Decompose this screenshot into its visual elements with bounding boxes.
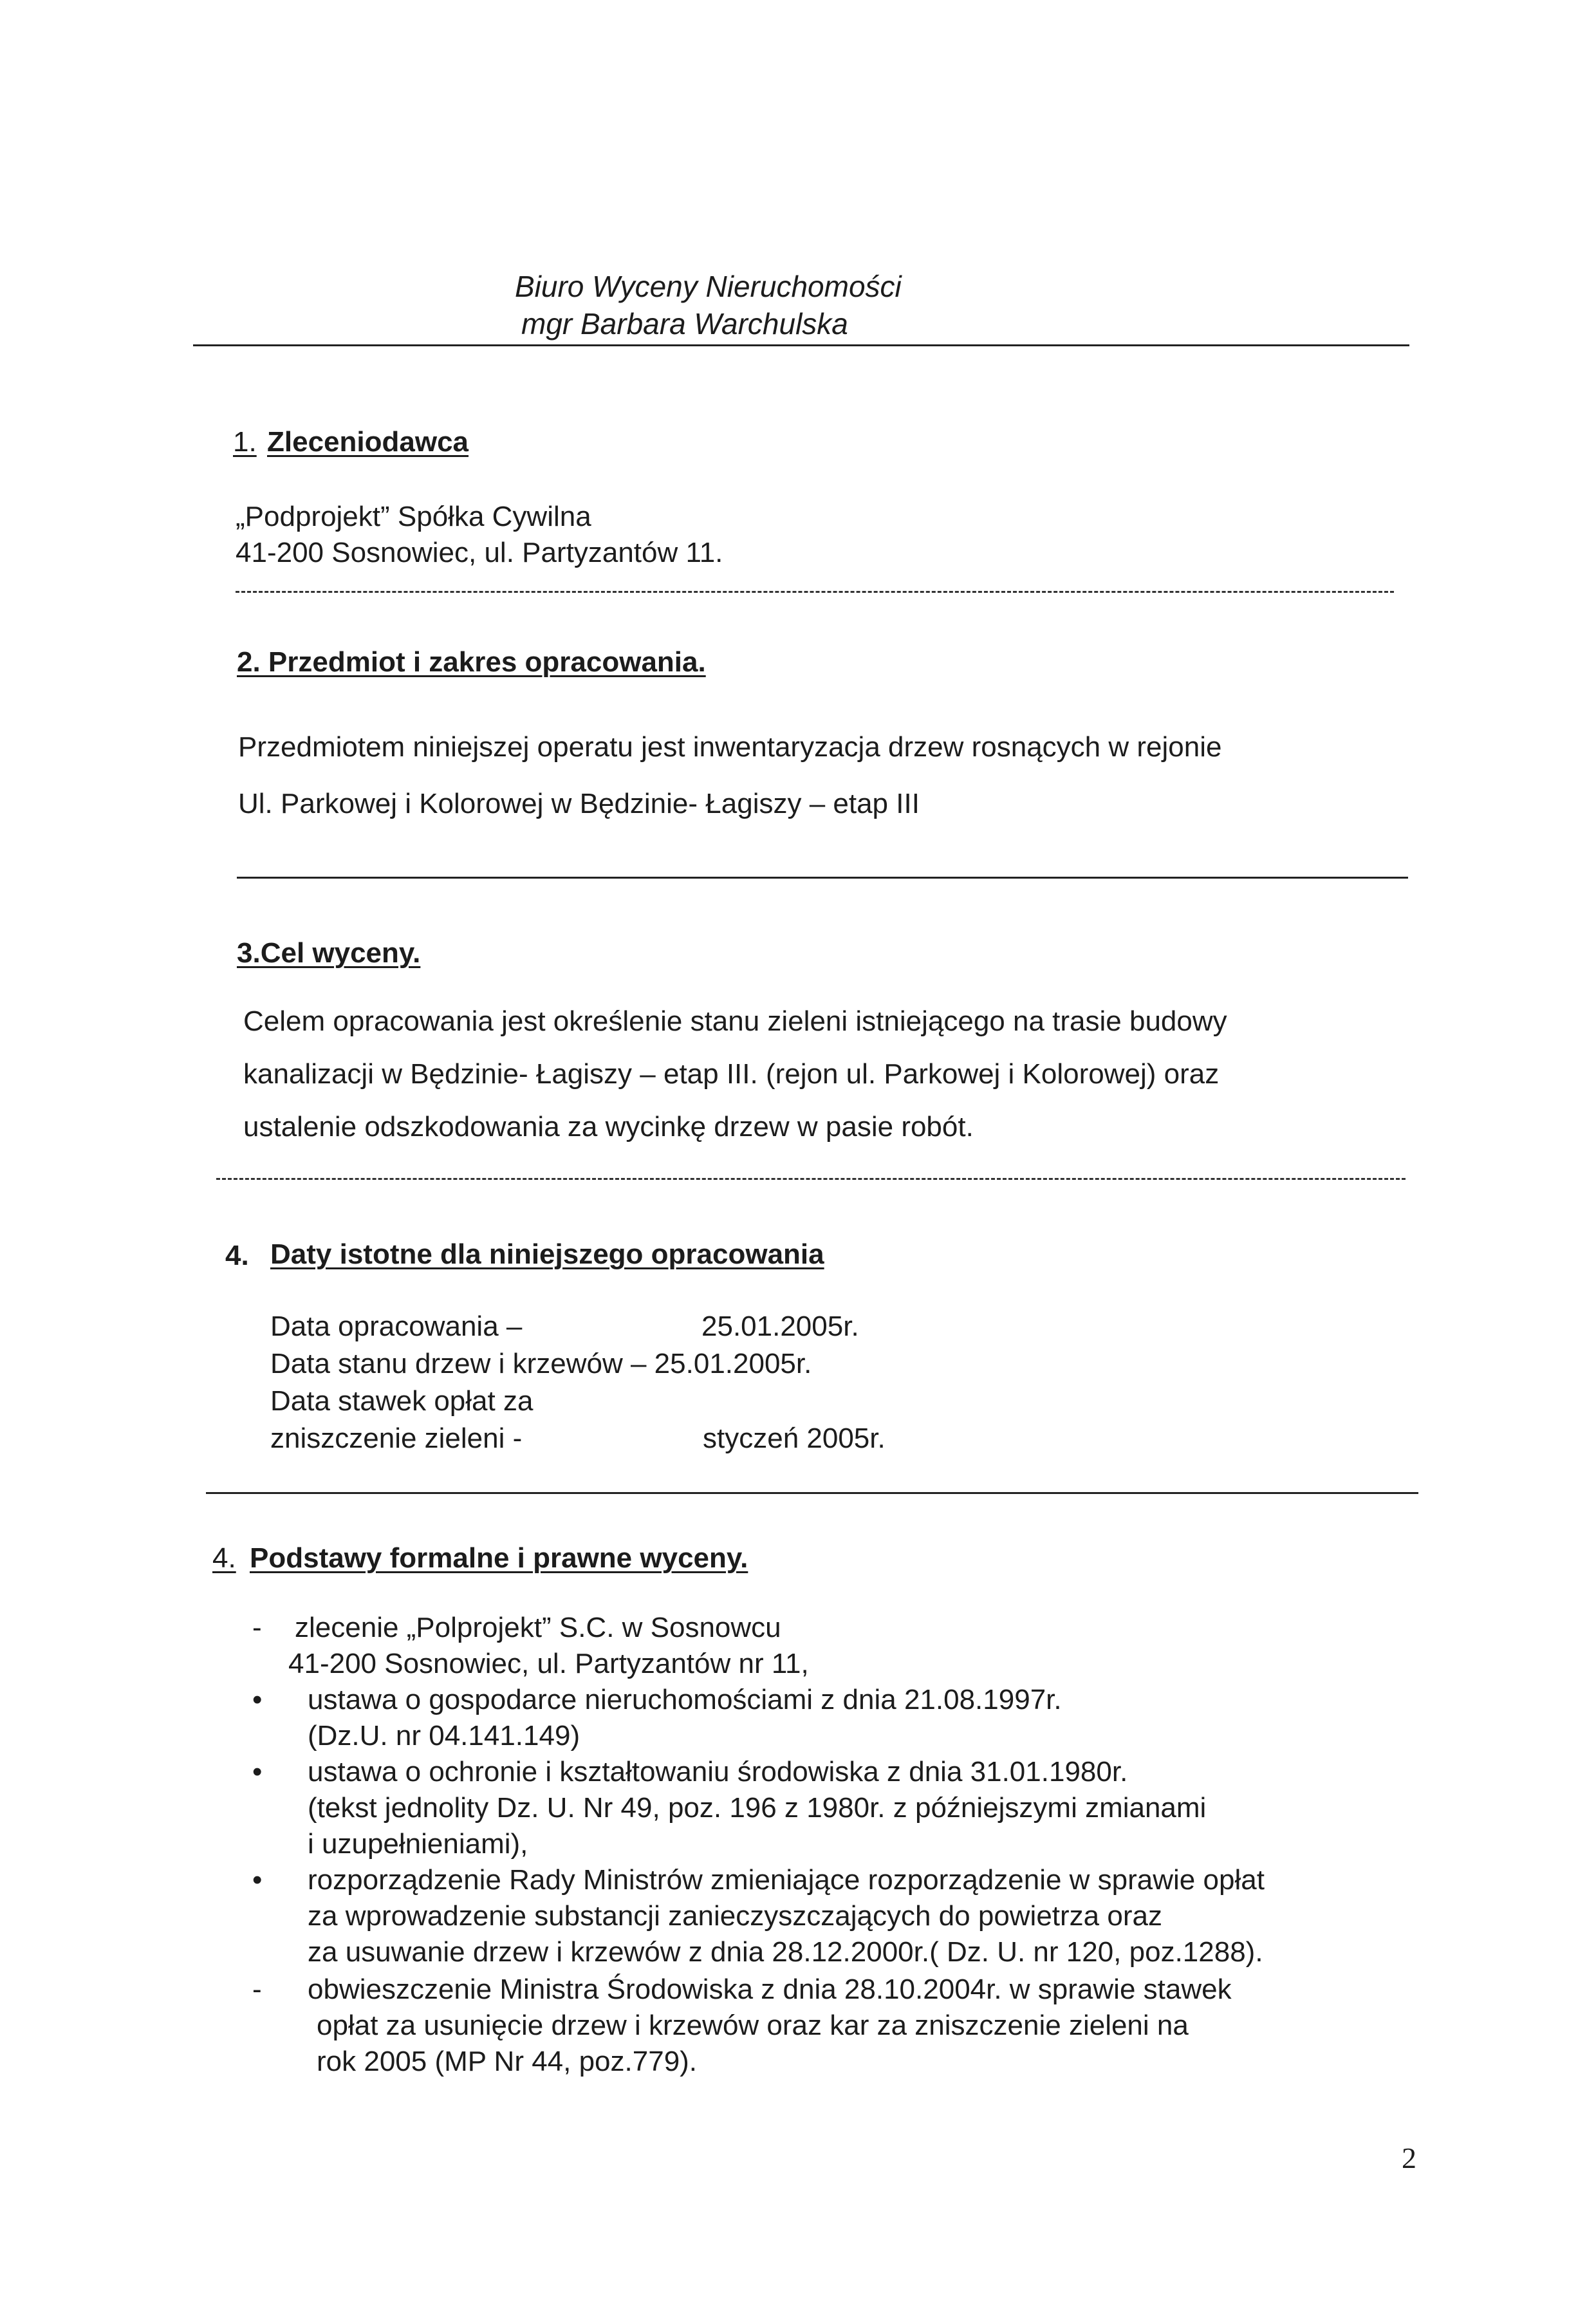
list-item-line: (tekst jednolity Dz. U. Nr 49, poz. 196 z 1980r. z późniejszymi zmianami [308,1792,1207,1824]
date-tree-state: Data stanu drzew i krzewów – 25.01.2005r. [270,1348,812,1379]
section2-title: 2. Przedmiot i zakres opracowania. [237,646,706,678]
date-rates-label: Data stawek opłat za [270,1385,534,1417]
list-item-line: ustawa o gospodarce nieruchomościami z dnia 21.08.1997r. [308,1684,1062,1715]
date-prepared-label: Data opracowania – [270,1311,523,1342]
page-number: 2 [1402,2142,1416,2174]
list-bullet: - [252,1612,262,1643]
list-item-line: ustawa o ochronie i kształtowaniu środowiska z dnia 31.01.1980r. [308,1756,1128,1788]
section4-number: 4. [225,1240,249,1271]
date-rates-label-cont: zniszczenie zieleni - [270,1423,523,1454]
section5-title: Podstawy formalne i prawne wyceny. [250,1542,748,1574]
list-item-line: za wprowadzenie substancji zanieczyszczających do powietrza oraz [308,1900,1162,1932]
section1-title: Zleceniodawca [267,426,469,458]
office-name: Biuro Wyceny Nieruchomości [515,270,902,303]
list-item-line: (Dz.U. nr 04.141.149) [308,1720,580,1751]
list-item-line: obwieszczenie Ministra Środowiska z dnia 28.10.2004r. w sprawie stawek [308,1974,1232,2005]
list-item-line: zlecenie „Polprojekt” S.C. w Sosnowcu [295,1612,781,1643]
client-name: „Podprojekt” Spółka Cywilna [236,501,591,532]
client-address: 41-200 Sosnowiec, ul. Partyzantów 11. [236,537,723,568]
list-item-line: rok 2005 (MP Nr 44, poz.779). [317,2046,698,2077]
section4-title: Daty istotne dla niniejszego opracowania [270,1238,824,1270]
list-item-line: i uzupełnieniami), [308,1828,528,1860]
section1-number: 1. [233,426,257,458]
section2-line2: Ul. Parkowej i Kolorowej w Będzinie- Łagiszy – etap III [238,788,920,819]
section3-title: 3.Cel wyceny. [237,937,421,969]
section3-line2: kanalizacji w Będzinie- Łagiszy – etap III. (rejon ul. Parkowej i Kolorowej) oraz [243,1058,1220,1090]
divider-4 [206,1492,1418,1494]
date-rates-value: styczeń 2005r. [703,1423,886,1454]
list-bullet: - [252,1974,262,2005]
list-bullet: • [252,1684,263,1715]
list-bullet: • [252,1864,263,1896]
list-item-line: 41-200 Sosnowiec, ul. Partyzantów nr 11, [288,1648,809,1679]
section3-line3: ustalenie odszkodowania za wycinkę drzew w pasie robót. [243,1111,974,1143]
list-item-line: opłat za usunięcie drzew i krzewów oraz kar za zniszczenie zieleni na [317,2010,1189,2041]
section5-number: 4. [212,1542,236,1574]
list-item-line: za usuwanie drzew i krzewów z dnia 28.12.2000r.( Dz. U. nr 120, poz.1288). [308,1936,1263,1968]
divider-3 [216,1178,1406,1180]
list-bullet: • [252,1756,263,1788]
section2-line1: Przedmiotem niniejszej operatu jest inwentaryzacja drzew rosnących w rejonie [238,731,1222,763]
date-prepared-value: 25.01.2005r. [701,1311,859,1342]
section3-line1: Celem opracowania jest określenie stanu zieleni istniejącego na trasie budowy [243,1005,1227,1037]
appraiser-name: mgr Barbara Warchulska [521,307,848,341]
list-item-line: rozporządzenie Rady Ministrów zmieniające rozporządzenie w sprawie opłat [308,1864,1265,1896]
header-rule [193,344,1409,346]
divider-2 [237,877,1408,879]
divider-1 [236,591,1394,593]
